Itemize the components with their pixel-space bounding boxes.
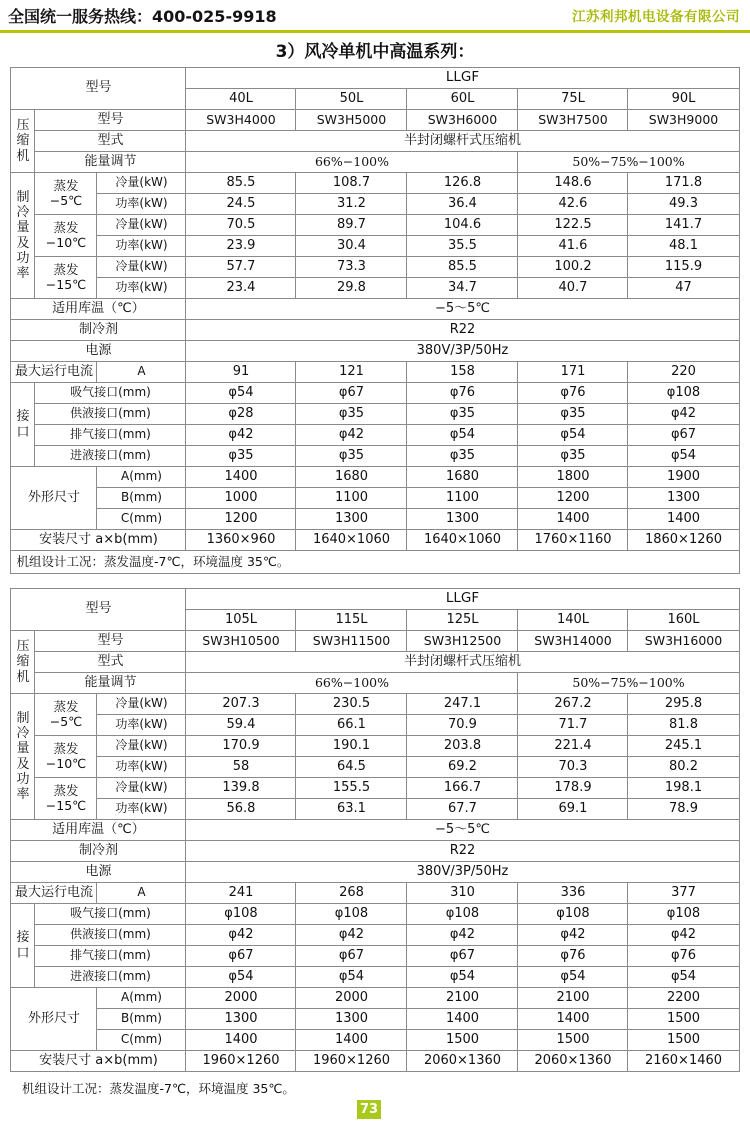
table-row-capacity-adjust <box>11 673 739 694</box>
value-cell: 23.9 <box>186 236 296 257</box>
value-cell: φ54 <box>518 425 628 446</box>
value-cell: 377 <box>628 883 739 904</box>
table-row-comp-model <box>11 110 739 131</box>
dim-a-label: A(mm) <box>97 467 186 488</box>
footer-design-condition-note: 机组设计工况：蒸发温度-7℃，环境温度 35℃。 <box>22 1081 295 1096</box>
table-row-store-temp <box>11 299 739 320</box>
table-row-cool-15 <box>11 257 739 278</box>
table-row-brand <box>11 68 739 89</box>
value-cell: φ42 <box>628 925 739 946</box>
value-cell: 1800 <box>518 467 628 488</box>
comp-model-cell: SW3H11500 <box>296 631 407 652</box>
value-cell: φ108 <box>407 904 518 925</box>
value-cell: 71.7 <box>518 715 628 736</box>
cool-kw-label: 冷量(kW) <box>97 173 186 194</box>
liquid-inlet-port-label: 进液接口(mm) <box>35 967 186 988</box>
value-cell: 198.1 <box>628 778 739 799</box>
cool-kw-label: 冷量(kW) <box>97 778 186 799</box>
max-current-label: 最大运行电流 <box>11 883 97 904</box>
value-cell: 122.5 <box>518 215 628 236</box>
value-cell: φ54 <box>186 383 296 404</box>
outer-dimension-label: 外形尺寸 <box>11 988 97 1051</box>
value-cell: φ54 <box>186 967 296 988</box>
value-cell: φ54 <box>628 967 739 988</box>
evap-15-label: 蒸发 −15℃ <box>35 257 97 299</box>
brand-name: LLGF <box>186 589 739 610</box>
value-cell: 89.7 <box>296 215 407 236</box>
value-cell: 2100 <box>407 988 518 1009</box>
value-cell: 310 <box>407 883 518 904</box>
refrigerant-value: R22 <box>186 841 739 862</box>
comp-model-cell: SW3H4000 <box>186 110 296 131</box>
value-cell: 178.9 <box>518 778 628 799</box>
value-cell: φ76 <box>518 383 628 404</box>
value-cell: φ42 <box>296 925 407 946</box>
value-cell: φ42 <box>407 925 518 946</box>
value-cell: 1000 <box>186 488 296 509</box>
value-cell: 59.4 <box>186 715 296 736</box>
liquid-inlet-port-label: 进液接口(mm) <box>35 446 186 467</box>
value-cell: 1500 <box>628 1009 739 1030</box>
liquid-supply-port-label: 供液接口(mm) <box>35 404 186 425</box>
spec-table-1 <box>10 67 739 574</box>
value-cell: 108.7 <box>296 173 407 194</box>
power-kw-label: 功率(kW) <box>97 715 186 736</box>
value-cell: 171 <box>518 362 628 383</box>
value-cell: 247.1 <box>407 694 518 715</box>
value-cell: 64.5 <box>296 757 407 778</box>
value-cell: 1640×1060 <box>296 530 407 551</box>
value-cell: 2160×1460 <box>628 1051 739 1072</box>
value-cell: 139.8 <box>186 778 296 799</box>
value-cell: 1300 <box>628 488 739 509</box>
value-cell: 36.4 <box>407 194 518 215</box>
table-row-install <box>11 530 739 551</box>
value-cell: 47 <box>628 278 739 299</box>
value-cell: φ108 <box>628 383 739 404</box>
value-cell: 2060×1360 <box>407 1051 518 1072</box>
evap-15-label: 蒸发 −15℃ <box>35 778 97 820</box>
brand-name: LLGF <box>186 68 739 89</box>
table-row-dim-c <box>11 509 739 530</box>
power-kw-label: 功率(kW) <box>97 278 186 299</box>
value-cell: φ76 <box>628 946 739 967</box>
table-row-capacity-adjust <box>11 152 739 173</box>
cool-kw-label: 冷量(kW) <box>97 736 186 757</box>
compressor-model-label: 型号 <box>35 631 186 652</box>
comp-model-cell: SW3H14000 <box>518 631 628 652</box>
capacity-adjust-left: 66%−100% <box>186 673 518 694</box>
value-cell: 35.5 <box>407 236 518 257</box>
value-cell: 48.1 <box>628 236 739 257</box>
value-cell: 85.5 <box>186 173 296 194</box>
power-supply-label: 电源 <box>11 341 186 362</box>
value-cell: φ42 <box>186 925 296 946</box>
value-cell: 203.8 <box>407 736 518 757</box>
comp-model-cell: SW3H16000 <box>628 631 739 652</box>
value-cell: φ35 <box>518 404 628 425</box>
value-cell: 170.9 <box>186 736 296 757</box>
value-cell: 24.5 <box>186 194 296 215</box>
cooling-group-label: 制冷量及功率 <box>11 694 35 820</box>
value-cell: 1100 <box>296 488 407 509</box>
value-cell: 1100 <box>407 488 518 509</box>
outer-dimension-label: 外形尺寸 <box>11 467 97 530</box>
power-supply-label: 电源 <box>11 862 186 883</box>
capacity-adjust-right: 50%−75%−100% <box>518 673 739 694</box>
compressor-group-label: 压缩机 <box>11 631 35 694</box>
value-cell: φ108 <box>186 904 296 925</box>
value-cell: φ108 <box>518 904 628 925</box>
design-condition-note: 机组设计工况：蒸发温度-7℃，环境温度 35℃。 <box>11 551 739 574</box>
table-row-cool-15 <box>11 778 739 799</box>
table-row-max-current <box>11 362 739 383</box>
evap-5-label: 蒸发 −5℃ <box>35 173 97 215</box>
value-cell: 1500 <box>407 1030 518 1051</box>
table-row-suction <box>11 904 739 925</box>
evap-10-label: 蒸发 −10℃ <box>35 215 97 257</box>
value-cell: 1500 <box>518 1030 628 1051</box>
table-row-cool-5 <box>11 173 739 194</box>
value-cell: 1200 <box>186 509 296 530</box>
model-cell: 60L <box>407 89 518 110</box>
value-cell: 190.1 <box>296 736 407 757</box>
table-row-comp-type <box>11 652 739 673</box>
discharge-port-label: 排气接口(mm) <box>35 946 186 967</box>
interface-group-label: 接口 <box>11 904 35 988</box>
value-cell: 207.3 <box>186 694 296 715</box>
value-cell: φ35 <box>186 446 296 467</box>
table-row-dim-b <box>11 488 739 509</box>
store-temp-label: 适用库温（℃） <box>11 299 186 320</box>
table-row-cool-10 <box>11 215 739 236</box>
table-row-dim-a <box>11 467 739 488</box>
refrigerant-label: 制冷剂 <box>11 841 186 862</box>
table-row-brand <box>11 589 739 610</box>
value-cell: 63.1 <box>296 799 407 820</box>
value-cell: 2200 <box>628 988 739 1009</box>
value-cell: φ67 <box>407 946 518 967</box>
table-row-cool-10 <box>11 736 739 757</box>
power-kw-label: 功率(kW) <box>97 757 186 778</box>
table-row-suction <box>11 383 739 404</box>
value-cell: φ35 <box>296 446 407 467</box>
capacity-adjust-right: 50%−75%−100% <box>518 152 739 173</box>
value-cell: 171.8 <box>628 173 739 194</box>
capacity-adjust-left: 66%−100% <box>186 152 518 173</box>
refrigerant-label: 制冷剂 <box>11 320 186 341</box>
table-row-power-5 <box>11 715 739 736</box>
value-cell: 41.6 <box>518 236 628 257</box>
value-cell: 80.2 <box>628 757 739 778</box>
value-cell: 23.4 <box>186 278 296 299</box>
header-model-label: 型号 <box>11 68 186 110</box>
table-row-power-supply <box>11 341 739 362</box>
value-cell: 1300 <box>407 509 518 530</box>
value-cell: 1300 <box>296 1009 407 1030</box>
table-spacer <box>0 574 750 588</box>
value-cell: φ35 <box>407 446 518 467</box>
value-cell: 56.8 <box>186 799 296 820</box>
comp-model-cell: SW3H5000 <box>296 110 407 131</box>
table-row-refrigerant <box>11 320 739 341</box>
max-current-label: 最大运行电流 <box>11 362 97 383</box>
table-row-note <box>11 551 739 574</box>
compressor-group-label: 压缩机 <box>11 110 35 173</box>
compressor-type-value: 半封闭螺杆式压缩机 <box>186 131 739 152</box>
value-cell: φ35 <box>296 404 407 425</box>
current-unit-label: A <box>97 883 186 904</box>
table-row-comp-model <box>11 631 739 652</box>
capacity-adjust-label: 能量调节 <box>35 673 186 694</box>
value-cell: 81.8 <box>628 715 739 736</box>
value-cell: φ108 <box>628 904 739 925</box>
model-cell: 160L <box>628 610 739 631</box>
value-cell: 1860×1260 <box>628 530 739 551</box>
comp-model-cell: SW3H9000 <box>628 110 739 131</box>
power-kw-label: 功率(kW) <box>97 194 186 215</box>
cooling-group-label: 制冷量及功率 <box>11 173 35 299</box>
value-cell: 2100 <box>518 988 628 1009</box>
value-cell: φ76 <box>518 946 628 967</box>
table-row-cool-5 <box>11 694 739 715</box>
table-row-dim-c <box>11 1030 739 1051</box>
value-cell: φ35 <box>518 446 628 467</box>
value-cell: 40.7 <box>518 278 628 299</box>
value-cell: φ67 <box>296 946 407 967</box>
store-temp-value: −5～5℃ <box>186 820 739 841</box>
value-cell: 1400 <box>628 509 739 530</box>
dim-c-label: C(mm) <box>97 1030 186 1051</box>
value-cell: φ54 <box>407 967 518 988</box>
value-cell: 121 <box>296 362 407 383</box>
value-cell: 1680 <box>296 467 407 488</box>
value-cell: 70.5 <box>186 215 296 236</box>
value-cell: 69.1 <box>518 799 628 820</box>
value-cell: φ67 <box>628 425 739 446</box>
dim-b-label: B(mm) <box>97 488 186 509</box>
page-header <box>0 0 750 30</box>
dim-c-label: C(mm) <box>97 509 186 530</box>
comp-model-cell: SW3H7500 <box>518 110 628 131</box>
value-cell: φ54 <box>628 446 739 467</box>
value-cell: 2000 <box>186 988 296 1009</box>
interface-group-label: 接口 <box>11 383 35 467</box>
header-model-label: 型号 <box>11 589 186 631</box>
value-cell: φ76 <box>407 383 518 404</box>
value-cell: 166.7 <box>407 778 518 799</box>
table-row-max-current <box>11 883 739 904</box>
value-cell: φ54 <box>518 967 628 988</box>
value-cell: 100.2 <box>518 257 628 278</box>
value-cell: 230.5 <box>296 694 407 715</box>
value-cell: 141.7 <box>628 215 739 236</box>
value-cell: 1960×1260 <box>296 1051 407 1072</box>
value-cell: φ28 <box>186 404 296 425</box>
value-cell: 115.9 <box>628 257 739 278</box>
suction-port-label: 吸气接口(mm) <box>35 383 186 404</box>
value-cell: 1400 <box>518 509 628 530</box>
suction-port-label: 吸气接口(mm) <box>35 904 186 925</box>
table-row-dim-b <box>11 1009 739 1030</box>
table-row-power-supply <box>11 862 739 883</box>
power-kw-label: 功率(kW) <box>97 236 186 257</box>
value-cell: 245.1 <box>628 736 739 757</box>
value-cell: 73.3 <box>296 257 407 278</box>
install-dimension-label: 安装尺寸 a×b(mm) <box>11 1051 186 1072</box>
value-cell: 268 <box>296 883 407 904</box>
table-row-dim-a <box>11 988 739 1009</box>
compressor-type-label: 型式 <box>35 652 186 673</box>
value-cell: 34.7 <box>407 278 518 299</box>
value-cell: 42.6 <box>518 194 628 215</box>
current-unit-label: A <box>97 362 186 383</box>
value-cell: 58 <box>186 757 296 778</box>
table-row-power-15 <box>11 278 739 299</box>
value-cell: 70.3 <box>518 757 628 778</box>
comp-model-cell: SW3H12500 <box>407 631 518 652</box>
value-cell: 1400 <box>407 1009 518 1030</box>
value-cell: φ42 <box>296 425 407 446</box>
value-cell: 155.5 <box>296 778 407 799</box>
value-cell: φ35 <box>407 404 518 425</box>
value-cell: 1300 <box>186 1009 296 1030</box>
table-row-liquid-supply <box>11 404 739 425</box>
value-cell: 78.9 <box>628 799 739 820</box>
value-cell: 67.7 <box>407 799 518 820</box>
refrigerant-value: R22 <box>186 320 739 341</box>
section-title: 3）风冷单机中高温系列： <box>275 42 475 62</box>
table-row-liquid-inlet <box>11 446 739 467</box>
table-row-refrigerant <box>11 841 739 862</box>
value-cell: 91 <box>186 362 296 383</box>
value-cell: 1360×960 <box>186 530 296 551</box>
table-row-discharge <box>11 946 739 967</box>
cool-kw-label: 冷量(kW) <box>97 694 186 715</box>
value-cell: 221.4 <box>518 736 628 757</box>
value-cell: 2060×1360 <box>518 1051 628 1072</box>
value-cell: 1400 <box>296 1030 407 1051</box>
install-dimension-label: 安装尺寸 a×b(mm) <box>11 530 186 551</box>
value-cell: 158 <box>407 362 518 383</box>
power-supply-value: 380V/3P/50Hz <box>186 341 739 362</box>
model-cell: 50L <box>296 89 407 110</box>
value-cell: 295.8 <box>628 694 739 715</box>
store-temp-label: 适用库温（℃） <box>11 820 186 841</box>
comp-model-cell: SW3H6000 <box>407 110 518 131</box>
value-cell: 1960×1260 <box>186 1051 296 1072</box>
value-cell: φ67 <box>296 383 407 404</box>
table-row-discharge <box>11 425 739 446</box>
compressor-type-value: 半封闭螺杆式压缩机 <box>186 652 739 673</box>
service-hotline: 全国统一服务热线：400-025-9918 <box>8 6 277 26</box>
table-row-store-temp <box>11 820 739 841</box>
dim-b-label: B(mm) <box>97 1009 186 1030</box>
value-cell: 104.6 <box>407 215 518 236</box>
value-cell: 1300 <box>296 509 407 530</box>
table-row-comp-type <box>11 131 739 152</box>
table-row-install <box>11 1051 739 1072</box>
company-name: 江苏利邦机电设备有限公司 <box>572 9 740 25</box>
table-row-liquid-inlet <box>11 967 739 988</box>
value-cell: 1500 <box>628 1030 739 1051</box>
value-cell: 220 <box>628 362 739 383</box>
value-cell: φ108 <box>296 904 407 925</box>
model-cell: 125L <box>407 610 518 631</box>
compressor-type-label: 型式 <box>35 131 186 152</box>
value-cell: 66.1 <box>296 715 407 736</box>
spec-table-2 <box>10 588 739 1072</box>
cool-kw-label: 冷量(kW) <box>97 215 186 236</box>
model-cell: 105L <box>186 610 296 631</box>
value-cell: φ54 <box>296 967 407 988</box>
value-cell: 30.4 <box>296 236 407 257</box>
value-cell: 29.8 <box>296 278 407 299</box>
value-cell: 1400 <box>186 467 296 488</box>
cool-kw-label: 冷量(kW) <box>97 257 186 278</box>
value-cell: φ67 <box>186 946 296 967</box>
evap-10-label: 蒸发 −10℃ <box>35 736 97 778</box>
value-cell: φ42 <box>518 925 628 946</box>
table-row-power-5 <box>11 194 739 215</box>
value-cell: 1200 <box>518 488 628 509</box>
model-cell: 140L <box>518 610 628 631</box>
value-cell: 1640×1060 <box>407 530 518 551</box>
model-cell: 115L <box>296 610 407 631</box>
value-cell: 49.3 <box>628 194 739 215</box>
page-number-badge: 73 <box>357 1100 381 1119</box>
table-row-power-10 <box>11 757 739 778</box>
value-cell: 1400 <box>518 1009 628 1030</box>
power-supply-value: 380V/3P/50Hz <box>186 862 739 883</box>
discharge-port-label: 排气接口(mm) <box>35 425 186 446</box>
comp-model-cell: SW3H10500 <box>186 631 296 652</box>
value-cell: φ42 <box>628 404 739 425</box>
value-cell: 148.6 <box>518 173 628 194</box>
value-cell: 31.2 <box>296 194 407 215</box>
value-cell: 336 <box>518 883 628 904</box>
value-cell: 2000 <box>296 988 407 1009</box>
value-cell: 69.2 <box>407 757 518 778</box>
model-cell: 90L <box>628 89 739 110</box>
model-cell: 75L <box>518 89 628 110</box>
value-cell: 1760×1160 <box>518 530 628 551</box>
dim-a-label: A(mm) <box>97 988 186 1009</box>
value-cell: 85.5 <box>407 257 518 278</box>
table-row-power-10 <box>11 236 739 257</box>
capacity-adjust-label: 能量调节 <box>35 152 186 173</box>
model-cell: 40L <box>186 89 296 110</box>
value-cell: 267.2 <box>518 694 628 715</box>
value-cell: φ54 <box>407 425 518 446</box>
table-row-liquid-supply <box>11 925 739 946</box>
value-cell: 126.8 <box>407 173 518 194</box>
store-temp-value: −5～5℃ <box>186 299 739 320</box>
compressor-model-label: 型号 <box>35 110 186 131</box>
table-row-power-15 <box>11 799 739 820</box>
value-cell: 1680 <box>407 467 518 488</box>
value-cell: φ42 <box>186 425 296 446</box>
value-cell: 1400 <box>186 1030 296 1051</box>
value-cell: 241 <box>186 883 296 904</box>
evap-5-label: 蒸发 −5℃ <box>35 694 97 736</box>
value-cell: 1900 <box>628 467 739 488</box>
value-cell: 70.9 <box>407 715 518 736</box>
value-cell: 57.7 <box>186 257 296 278</box>
liquid-supply-port-label: 供液接口(mm) <box>35 925 186 946</box>
power-kw-label: 功率(kW) <box>97 799 186 820</box>
